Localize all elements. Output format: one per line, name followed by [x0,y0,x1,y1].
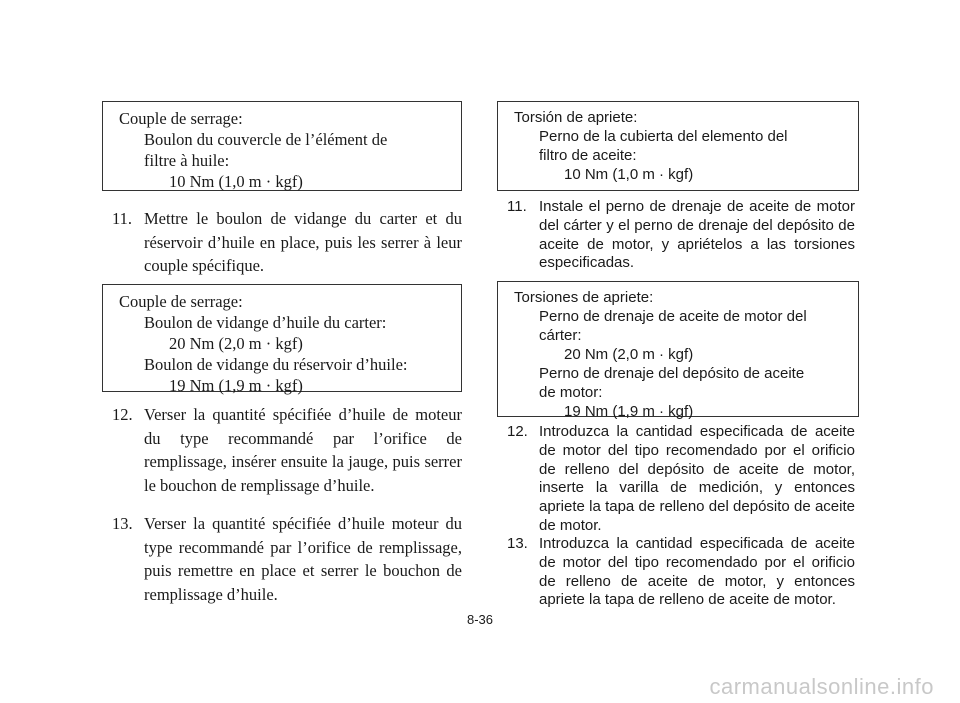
step-number: 11. [112,209,133,228]
torque-spec-value: 10 Nm (1,0 m · kgf) [169,172,303,191]
step-text: Introduzca la cantidad especificada de aceite de motor del tipo recomendado por el orificio de relleno de aceite de motor, y entonces apriete la tapa de relleno de aceite de motor. [539,535,855,609]
step-text: Verser la quantité spécifiée d’huile de moteur du type recommandé par l’orifice de remplissage, insérer ensuite la jauge, puis serrer le bouchon de remplissage d’huile. [144,405,462,495]
torque-spec-title: Couple de serrage: [119,109,243,128]
torque-spec-item: Perno de drenaje del depósito de aceite [539,365,805,382]
step-11-fr [102,207,462,278]
step-text: Verser la quantité spécifiée d’huile moteur du type recommandé par l’orifice de remplissage, puis remettre en place et serrer le bouchon de remplissage d’huile. [144,514,462,604]
step-number: 12. [112,405,133,424]
torque-spec-item: filtre à huile: [144,151,230,170]
torque-spec-title: Torsión de apriete: [514,109,638,126]
torque-spec-box-oil-filter-fr [102,101,462,191]
torque-spec-value: 19 Nm (1,9 m · kgf) [564,403,694,420]
page-number: 8-36 [466,612,494,627]
torque-spec-box-oil-filter-es [497,101,859,191]
torque-spec-item: Boulon de vidange d’huile du carter: [144,313,387,332]
torque-spec-value: 20 Nm (2,0 m · kgf) [564,346,694,363]
step-13-fr [102,512,462,606]
torque-spec-value: 20 Nm (2,0 m · kgf) [169,334,303,353]
torque-spec-title: Torsiones de apriete: [514,289,654,306]
step-text: Mettre le boulon de vidange du carter et du réservoir d’huile en place, puis les serrer à leur couple spécifique. [144,209,462,275]
torque-spec-item: Boulon du couvercle de l’élément de [144,130,388,149]
step-number: 13. [507,535,528,552]
step-12-fr [102,403,462,497]
step-number: 12. [507,423,528,440]
step-text: Introduzca la cantidad especificada de aceite de motor del tipo recomendado por el orificio de relleno del depósito de aceite de motor, inserte la varilla de medición, y entonces apriete la tapa de relleno del depósito de aceite de motor. [539,423,855,534]
step-12-es [497,423,855,536]
torque-spec-title: Couple de serrage: [119,292,243,311]
torque-spec-item: Boulon de vidange du réservoir d’huile: [144,355,408,374]
torque-spec-item: filtro de aceite: [539,147,637,164]
torque-spec-box-drain-bolts-es [497,281,859,420]
step-text: Instale el perno de drenaje de aceite de motor del cárter y el perno de drenaje del depósito de aceite de motor, y apriételos a las torsiones especificadas. [539,198,855,272]
torque-spec-item: Perno de drenaje de aceite de motor del [539,308,807,325]
watermark: carmanualsonline.info [709,674,934,699]
step-number: 13. [112,514,133,533]
torque-spec-item: Perno de la cubierta del elemento del [539,128,788,145]
step-13-es [497,535,855,610]
step-11-es [497,198,855,273]
torque-spec-box-drain-bolts-fr [102,284,462,395]
torque-spec-value: 19 Nm (1,9 m · kgf) [169,376,303,395]
torque-spec-value: 10 Nm (1,0 m · kgf) [564,166,694,183]
torque-spec-item: de motor: [539,384,603,401]
torque-spec-item: cárter: [539,327,582,344]
step-number: 11. [507,198,527,215]
